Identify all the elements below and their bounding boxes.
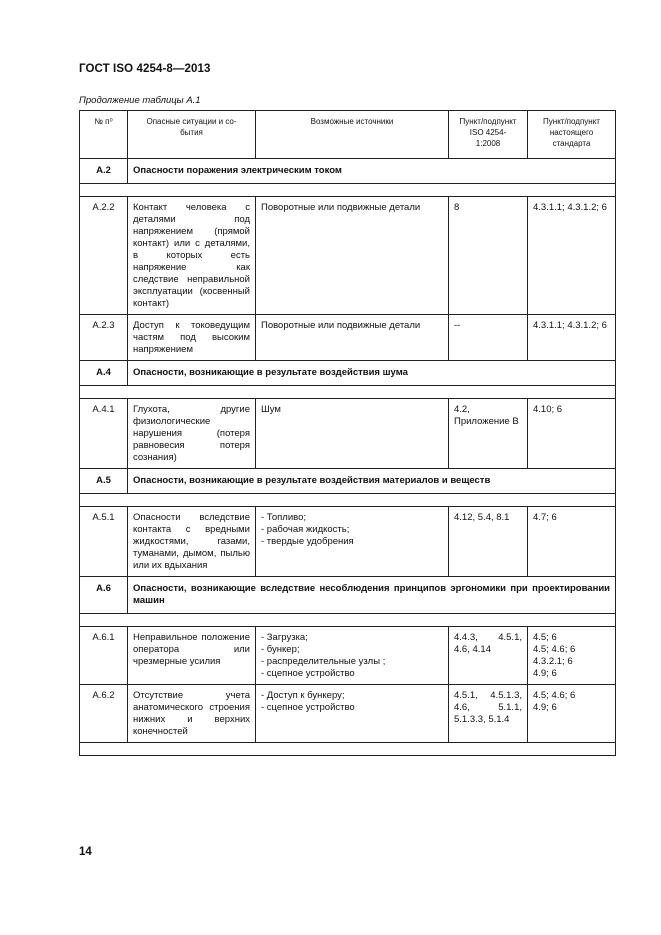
col-header-iso-clause: Пункт/подпункт ISO 4254- 1:2008 (449, 111, 528, 159)
row-iso-clause: 4.2, Приложение В (449, 399, 528, 469)
row-sources: Шум (256, 399, 449, 469)
row-number: А.6.2 (80, 685, 128, 743)
row-std-clause: 4.7; 6 (528, 507, 616, 577)
section-title: Опасности, возникающие в результате воздействия материалов и веществ (128, 469, 616, 494)
row-situation: Доступ к токоведущим частям под высоким напряжением (128, 315, 256, 361)
row-sources: - Топливо; - рабочая жидкость; - твердые удобрения (256, 507, 449, 577)
col-header-situations: Опасные ситуации и со- бытия (128, 111, 256, 159)
page-number: 14 (79, 846, 92, 858)
row-std-clause: 4.3.1.1; 4.3.1.2; 6 (528, 315, 616, 361)
row-number: А.2.3 (80, 315, 128, 361)
section-title: Опасности поражения электрическим током (128, 159, 616, 184)
col-header-sources: Возможные источники (256, 111, 449, 159)
table-continuation-caption: Продолжение таблицы А.1 (79, 95, 201, 106)
row-situation: Опасности вследствие контакта с вредными жидкостями, газами, туманами, дымом, пылью или их вдыхания (128, 507, 256, 577)
row-iso-clause: -- (449, 315, 528, 361)
row-std-clause: 4.5; 6 4.5; 4.6; 6 4.3.2.1; 6 4.9; 6 (528, 627, 616, 685)
row-sources: - Доступ к бункеру; - сцепное устройство (256, 685, 449, 743)
row-iso-clause: 8 (449, 197, 528, 315)
section-row (80, 577, 616, 614)
row-iso-clause: 4.5.1, 4.5.1.3, 4.6, 5.1.1, 5.1.3.3, 5.1.4 (449, 685, 528, 743)
row-number: А.6.1 (80, 627, 128, 685)
row-iso-clause: 4.12, 5.4, 8.1 (449, 507, 528, 577)
row-situation: Отсутствие учета анатомического строения нижних и верхних конечностей (128, 685, 256, 743)
row-situation: Контакт человека с деталями под напряжением (прямой контакт) или с деталями, в которых есть напряжение как следствие неправильной эксплуатации (косвенный контакт) (128, 197, 256, 315)
row-iso-clause: 4.4.3, 4.5.1, 4.6, 4.14 (449, 627, 528, 685)
hazards-table (79, 110, 616, 756)
table-row (80, 315, 616, 361)
section-row (80, 469, 616, 494)
col-header-std-clause: Пункт/подпункт настоящего стандарта (528, 111, 616, 159)
table-row (80, 399, 616, 469)
col-header-number: № п⁰ (80, 111, 128, 159)
table-row (80, 507, 616, 577)
section-code: А.5 (80, 469, 128, 494)
document-id: ГОСТ ISO 4254-8—2013 (79, 63, 211, 75)
section-row (80, 159, 616, 184)
row-situation: Глухота, другие физиологические нарушения (потеря равновесия потеря сознания) (128, 399, 256, 469)
row-std-clause: 4.5; 4.6; 6 4.9; 6 (528, 685, 616, 743)
table-row (80, 627, 616, 685)
row-sources: Поворотные или подвижные детали (256, 197, 449, 315)
row-situation: Неправильное положение оператора или чрезмерные усилия (128, 627, 256, 685)
row-number: А.5.1 (80, 507, 128, 577)
section-code: А.2 (80, 159, 128, 184)
row-number: А.4.1 (80, 399, 128, 469)
row-number: А.2.2 (80, 197, 128, 315)
section-code: А.4 (80, 361, 128, 386)
section-code: А.6 (80, 577, 128, 614)
row-std-clause: 4.3.1.1; 4.3.1.2; 6 (528, 197, 616, 315)
row-std-clause: 4.10; 6 (528, 399, 616, 469)
table-header-row (80, 111, 616, 159)
table-row (80, 197, 616, 315)
section-title: Опасности, возникающие в результате воздействия шума (128, 361, 616, 386)
row-sources: - Загрузка; - бункер; - распределительные узлы ; - сцепное устройство (256, 627, 449, 685)
section-title: Опасности, возникающие вследствие несоблюдения принципов эргономики при проектировании машин (128, 577, 616, 614)
row-sources: Поворотные или подвижные детали (256, 315, 449, 361)
section-row (80, 361, 616, 386)
table-row (80, 685, 616, 743)
